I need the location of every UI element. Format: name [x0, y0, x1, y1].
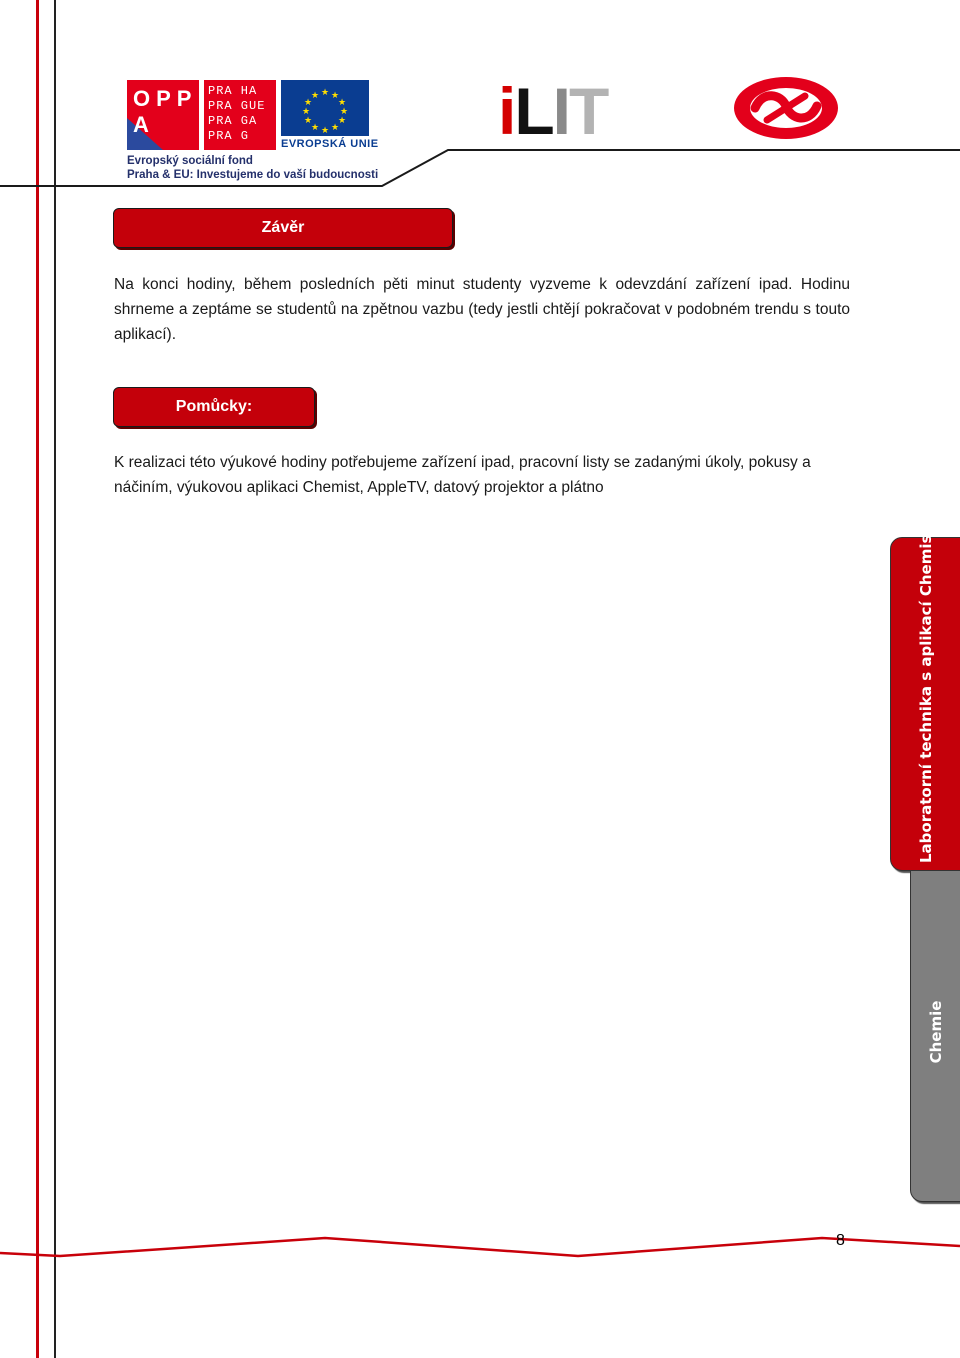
footer-divider	[0, 1225, 960, 1265]
tools-paragraph: K realizaci této výukové hodiny potřebujeme zařízení ipad, pracovní listy se zadanými úkoly, pokusy a náčiním, výukovou aplikaci Chemist, AppleTV, datový projektor a plátno	[114, 454, 811, 496]
svg-text:★: ★	[330, 123, 340, 133]
svg-text:★: ★	[303, 98, 313, 108]
svg-text:★: ★	[330, 91, 340, 101]
svg-text:★: ★	[303, 116, 313, 126]
ilit-letter-t: T	[569, 74, 608, 148]
esf-line-1: Evropský sociální fond	[127, 155, 253, 167]
svg-text:★: ★	[310, 123, 320, 133]
side-tab-topic	[890, 527, 960, 871]
ilit-letter-l: L	[514, 74, 553, 148]
margin-line-red	[36, 0, 39, 1358]
svg-text:★: ★	[337, 116, 347, 126]
section-heading-zaver: Závěr	[113, 208, 453, 248]
svg-text:★: ★	[320, 126, 330, 136]
svg-text:★: ★	[320, 88, 330, 98]
section-heading-pomucky: Pomůcky:	[113, 387, 315, 427]
side-tab-topic-label: Laboratorní technika s aplikací Chemist	[917, 527, 935, 863]
margin-line-dark	[54, 0, 56, 1358]
chemistry-logo-icon	[733, 76, 839, 140]
eu-flag-icon	[281, 80, 369, 136]
page-number: 8	[836, 1232, 845, 1249]
eu-label: EVROPSKÁ UNIE	[281, 138, 379, 150]
esf-line-2: Praha & EU: Investujeme do vaší budoucnosti	[127, 169, 379, 181]
svg-text:★: ★	[310, 91, 320, 101]
side-tab-subject-label: Chemie	[927, 1000, 945, 1064]
ilit-letter-i2: I	[552, 74, 570, 148]
svg-text:★: ★	[339, 107, 349, 117]
svg-text:★: ★	[301, 107, 311, 117]
ilit-logo	[498, 74, 608, 148]
esf-caption	[127, 154, 378, 182]
praha-logo-text: PRA HA PRA GUE PRA GA PRA G	[208, 84, 266, 143]
conclusion-paragraph: Na konci hodiny, během posledních pěti minut studenty vyzveme k odevzdání zařízení ipad. Hodinu shrneme a zeptáme se studentů na zpětnou vazbu (tedy jestli chtějí pokračovat v podobném trendu s touto aplikací).	[114, 276, 850, 343]
side-tab-subject	[910, 870, 960, 1202]
oppa-logo-text: OPP A	[133, 86, 198, 137]
eu-stars	[281, 80, 369, 136]
ilit-letter-i: i	[498, 74, 515, 148]
svg-text:★: ★	[337, 98, 347, 108]
